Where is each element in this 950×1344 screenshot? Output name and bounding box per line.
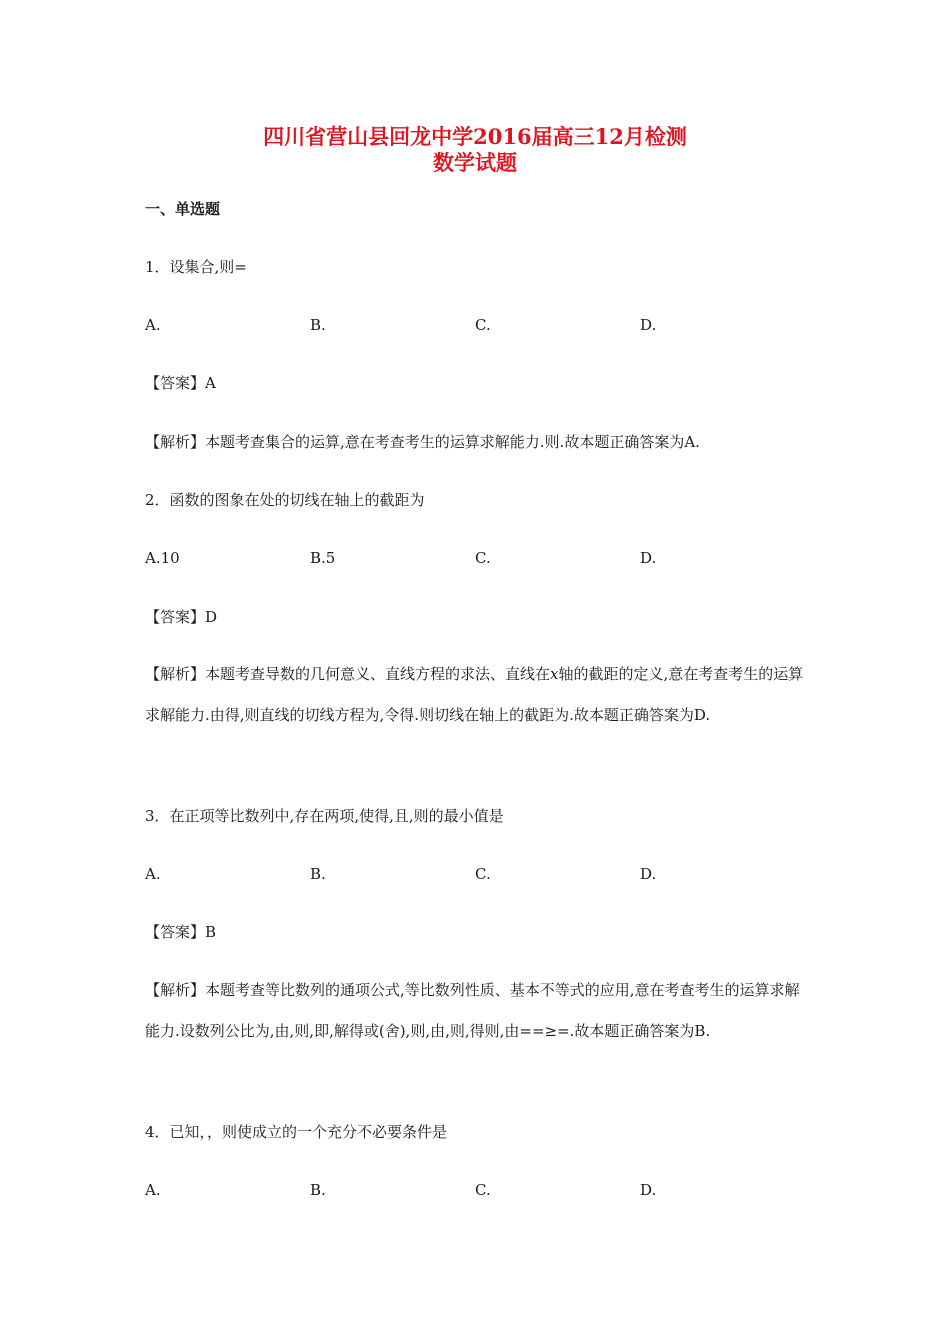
q2-option-a: A.10 xyxy=(145,549,180,567)
section-heading: 一、单选题 xyxy=(145,200,221,218)
q2-option-c: C. xyxy=(475,549,491,567)
answer-tag: 【答案】 xyxy=(145,374,206,392)
question-2-stem: 2．函数的图象在处的切线在轴上的截距为 xyxy=(145,491,425,509)
q1-option-b: B. xyxy=(310,316,326,334)
answer-value: B xyxy=(205,923,217,941)
q3-analysis xyxy=(145,970,805,1052)
question-4-stem: 4．已知，，则使成立的一个充分不必要条件是 xyxy=(145,1123,448,1141)
q1-option-d: D. xyxy=(640,316,657,334)
q2-analysis xyxy=(145,654,805,736)
answer-tag: 【答案】 xyxy=(145,608,206,626)
q2-option-b: B.5 xyxy=(310,549,336,567)
analysis-text: 本题考查集合的运算,意在考查考生的运算求解能力.则.故本题正确答案为A. xyxy=(205,433,700,451)
q2-answer xyxy=(145,607,217,627)
q1-answer xyxy=(145,373,216,393)
analysis-tag: 【解析】 xyxy=(145,433,206,451)
q3-option-d: D. xyxy=(640,865,657,883)
q2-option-d: D. xyxy=(640,549,657,567)
document-subtitle: 数学试题 xyxy=(433,150,517,175)
answer-tag: 【答案】 xyxy=(145,923,206,941)
q3-option-b: B. xyxy=(310,865,326,883)
q1-option-c: C. xyxy=(475,316,491,334)
q4-option-d: D. xyxy=(640,1181,657,1199)
q1-option-a: A. xyxy=(145,316,161,334)
analysis-text: 本题考查等比数列的通项公式,等比数列性质、基本不等式的应用,意在考查考生的运算求解能力.设数列公比为,由,则,即,解得或(舍),则,由,则,得则,由==≥=.故本题正确答案为B. xyxy=(145,981,800,1040)
analysis-text-cont: 轴的截距的定义,意在考查考生的运算求解能力.由得,则直线的切线方程为,令得.则切线在轴上的截距为.故本题正确答案为D. xyxy=(145,665,804,724)
q3-option-a: A. xyxy=(145,865,161,883)
analysis-tag: 【解析】 xyxy=(145,981,206,999)
q3-answer xyxy=(145,922,216,942)
q4-option-c: C. xyxy=(475,1181,491,1199)
document-title: 四川省营山县回龙中学2016届高三12月检测 xyxy=(263,124,687,149)
q1-analysis xyxy=(145,432,700,452)
answer-value: D xyxy=(205,608,218,626)
analysis-text: 本题考查导数的几何意义、直线方程的求法、直线在 xyxy=(205,665,551,683)
answer-value: A xyxy=(205,374,216,392)
analysis-variable: x xyxy=(550,665,559,683)
analysis-tag: 【解析】 xyxy=(145,665,206,683)
q4-option-b: B. xyxy=(310,1181,326,1199)
q4-option-a: A. xyxy=(145,1181,161,1199)
question-1-stem: 1．设集合,则= xyxy=(145,258,247,276)
question-3-stem: 3．在正项等比数列中,存在两项,使得,且,则的最小值是 xyxy=(145,807,504,825)
q3-option-c: C. xyxy=(475,865,491,883)
